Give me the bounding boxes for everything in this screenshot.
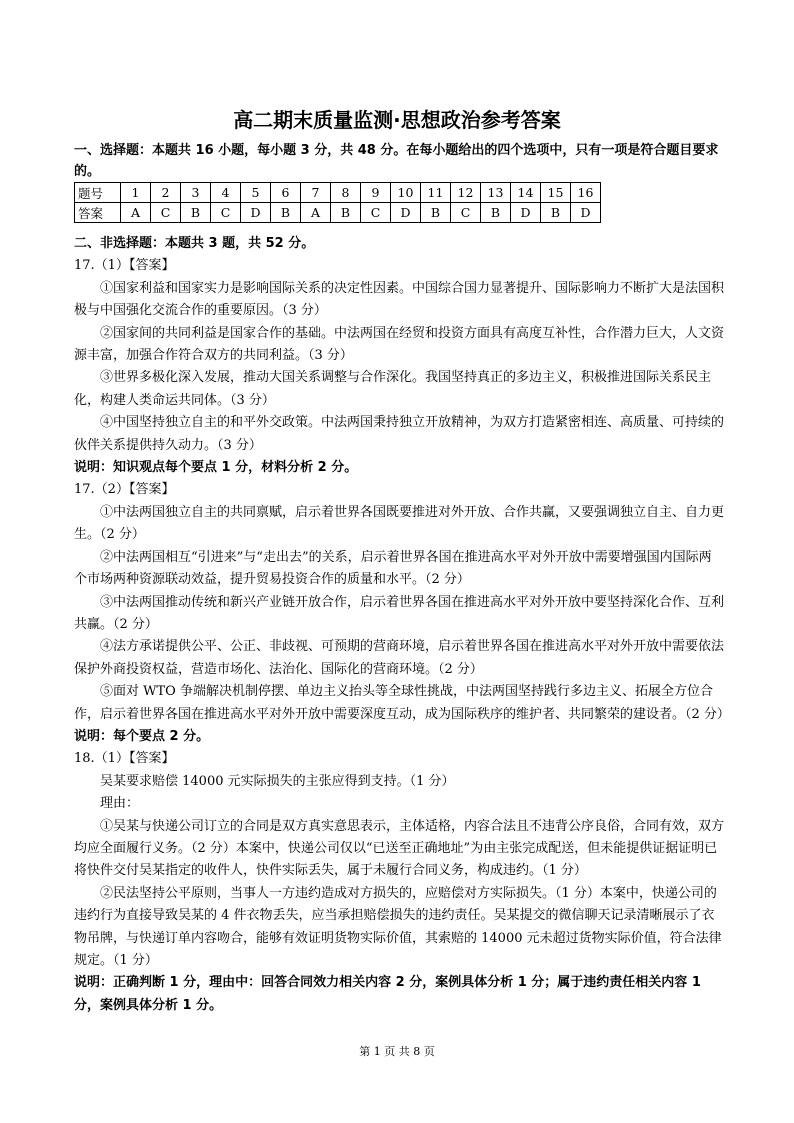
page-title: 高二期末质量监测·思想政治参考答案 xyxy=(233,108,561,132)
q17-1-point: ①国家利益和国家实力是影响国际关系的决定性因素。中国综合国力显著提升、国际影响力不断扩大是法国积极与中国强化交流合作的重要原因。（3 分） xyxy=(74,280,725,319)
question-number-row xyxy=(75,183,601,203)
q17-1-point: ③世界多极化深入发展，推动大国关系调整与合作深化。我国坚持真正的多边主义，积极推进国际关系民主化，构建人类命运共同体。（3 分） xyxy=(74,370,712,408)
answer-cell: B xyxy=(331,203,361,223)
q17-2-point: ①中法两国独立自主的共同禀赋，启示着世界各国既要推进对外开放、合作共赢，又要强调独立自主、自力更生。（2 分） xyxy=(74,504,725,543)
section-one-heading: 一、选择题：本题共 16 小题，每小题 3 分，共 48 分。在每小题给出的四个选项中，只有一项是符合题目要求的。 xyxy=(74,143,719,179)
q18-1-claim: 吴某要求赔偿 14000 元实际损失的主张应得到支持。（1 分） xyxy=(100,773,455,789)
question-number: 1 xyxy=(121,183,151,203)
answer-cell: A xyxy=(121,203,151,223)
question-number: 4 xyxy=(211,183,241,203)
question-number: 5 xyxy=(241,183,271,203)
q18-1-reason-label: 理由： xyxy=(100,796,140,812)
answer-cell: B xyxy=(181,203,211,223)
question-number: 3 xyxy=(181,183,211,203)
q18-1-label: 18.（1）【答案】 xyxy=(74,751,175,767)
answer-cell: C xyxy=(151,203,181,223)
answer-cell: B xyxy=(481,203,511,223)
question-number: 11 xyxy=(421,183,451,203)
q17-1-point: ②国家间的共同利益是国家合作的基础。中法两国在经贸和投资方面具有高度互补性，合作潜力巨大，人文资源丰富，加强合作符合双方的共同利益。（3 分） xyxy=(74,325,725,364)
answer-cell: D xyxy=(511,203,541,223)
q17-2-point: ⑤面对 WTO 争端解决机制停摆、单边主义抬头等全球性挑战，中法两国坚持践行多边主义、拓展全方位合作，启示着世界各国在推进高水平对外开放中需要深度互动，成为国际秩序的维护者、共同繁荣的建设者。（2 分） xyxy=(74,684,730,722)
row-label-answer: 答案 xyxy=(75,203,121,223)
answer-cell: A xyxy=(301,203,331,223)
section-two-heading: 二、非选择题：本题共 3 题，共 52 分。 xyxy=(74,236,315,251)
q17-2-label: 17.（2）【答案】 xyxy=(74,482,175,498)
question-number: 12 xyxy=(451,183,481,203)
answer-cell: C xyxy=(211,203,241,223)
answer-cell: C xyxy=(451,203,481,223)
answer-cell: D xyxy=(241,203,271,223)
q17-2-point: ④法方承诺提供公平、公正、非歧视、可预期的营商环境，启示着世界各国在推进高水平对外开放中需要依法保护外商投资权益，营造市场化、法治化、国际化的营商环境。（2 分） xyxy=(74,639,725,677)
question-number: 15 xyxy=(541,183,571,203)
q17-1-scoring-note: 说明：知识观点每个要点 1 分，材料分析 2 分。 xyxy=(74,460,358,476)
q17-1-label: 17.（1）【答案】 xyxy=(74,258,175,274)
answer-cell: B xyxy=(541,203,571,223)
row-label-number: 题号 xyxy=(75,183,121,203)
answer-cell: B xyxy=(421,203,451,223)
answer-content xyxy=(74,233,730,1017)
q18-1-point: ①吴某与快递公司订立的合同是双方真实意思表示，主体适格，内容合法且不违背公序良俗，合同有效，双方均应全面履行义务。（2 分）本案中，快递公司仅以“已送至正确地址”为由主张完成配送，但未能提供证据证明已将快件交付吴某指定的收件人，快件实际丢失，属于未履行合同义务，构成违约。（1 分） xyxy=(74,818,725,879)
question-number: 8 xyxy=(331,183,361,203)
question-number: 13 xyxy=(481,183,511,203)
q17-2-point: ②中法两国相互“引进来”与“走出去”的关系，启示着世界各国在推进高水平对外开放中需要增强国内国际两个市场两种资源联动效益，提升贸易投资合作的质量和水平。（2 分） xyxy=(74,549,712,588)
answer-cell: D xyxy=(391,203,421,223)
answer-cell: B xyxy=(271,203,301,223)
question-number: 7 xyxy=(301,183,331,203)
q17-1-point: ④中国坚持独立自主的和平外交政策。中法两国秉持独立开放精神，为双方打造紧密相连、高质量、可持续的伙伴关系提供持久动力。（3 分） xyxy=(74,415,725,453)
question-number: 2 xyxy=(151,183,181,203)
q17-2-scoring-note: 说明：每个要点 2 分。 xyxy=(74,728,210,744)
answer-table xyxy=(74,182,601,223)
q17-2-point: ③中法两国推动传统和新兴产业链开放合作，启示着世界各国在推进高水平对外开放中要坚持深化合作、互利共赢。（2 分） xyxy=(74,594,725,632)
question-number: 9 xyxy=(361,183,391,203)
question-number: 10 xyxy=(391,183,421,203)
answer-cell: D xyxy=(571,203,601,223)
question-number: 14 xyxy=(511,183,541,203)
question-number: 16 xyxy=(571,183,601,203)
q18-1-scoring-note: 说明：正确判断 1 分，理由中：回答合同效力相关内容 2 分，案例具体分析 1 分；属于违约责任相关内容 1 分，案例具体分析 1 分。 xyxy=(74,975,701,1013)
question-number: 6 xyxy=(271,183,301,203)
q18-1-point: ②民法坚持公平原则，当事人一方违约造成对方损失的，应赔偿对方实际损失。（1 分）本案中，快递公司的违约行为直接导致吴某的 4 件衣物丢失，应当承担赔偿损失的违约责任。吴某提交的微信聊天记录清晰展示了衣物吊牌，与快递订单内容吻合，能够有效证明货物实际价值，其索赔的 14000 元未超过货物实际价值，符合法律规定。（1 分） xyxy=(74,885,722,968)
answer-row xyxy=(75,203,601,223)
page-footer: 第 1 页 共 8 页 xyxy=(359,1045,435,1058)
answer-cell: C xyxy=(361,203,391,223)
